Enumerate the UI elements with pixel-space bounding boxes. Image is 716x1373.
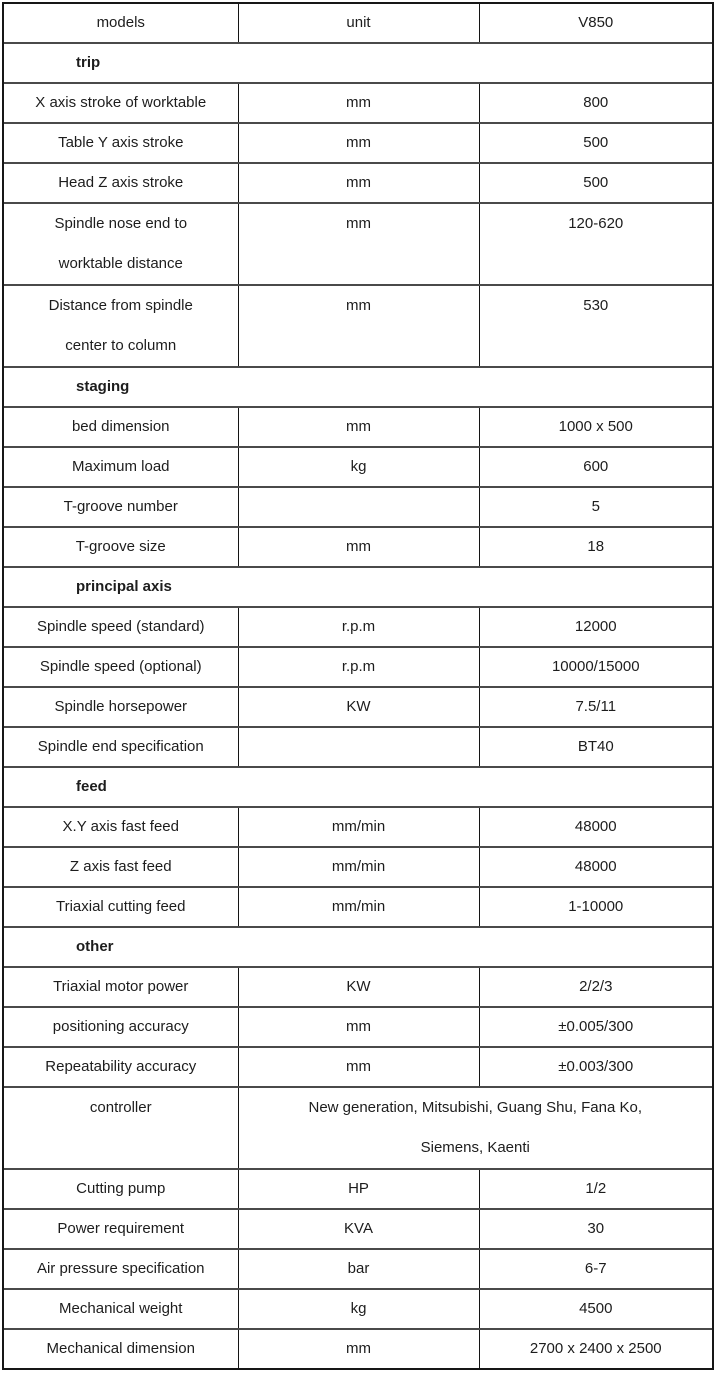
spec-unit-cell: mm	[238, 1007, 479, 1047]
spec-value-line: Siemens, Kaenti	[420, 1139, 530, 1156]
spec-label-cell: X.Y axis fast feed	[4, 807, 238, 847]
spec-unit-cell: mm	[238, 203, 479, 285]
spec-label-cell: Spindle speed (optional)	[4, 647, 238, 687]
section-row	[4, 43, 712, 83]
spec-value-cell: 2/2/3	[479, 967, 712, 1007]
spec-label-line: Distance from spindle	[48, 297, 193, 314]
spec-value-cell: 800	[479, 83, 712, 123]
section-label-cell: staging	[4, 367, 712, 407]
spec-value-cell: 7.5/11	[479, 687, 712, 727]
spec-value-cell: 1-10000	[479, 887, 712, 927]
spec-row	[4, 487, 712, 527]
spec-label-cell: T-groove size	[4, 527, 238, 567]
spec-unit-cell: mm	[238, 123, 479, 163]
spec-unit-cell: kg	[238, 1289, 479, 1329]
spec-value-cell	[238, 1087, 712, 1169]
spec-row	[4, 203, 712, 285]
spec-label-line: Spindle nose end to	[54, 215, 188, 232]
spec-value-cell: 530	[479, 285, 712, 367]
spec-unit-cell: KVA	[238, 1209, 479, 1249]
spec-label-cell: T-groove number	[4, 487, 238, 527]
spec-table-body	[4, 4, 712, 1368]
spec-row	[4, 285, 712, 367]
spec-unit-cell: mm/min	[238, 887, 479, 927]
spec-label-cell: controller	[4, 1087, 238, 1169]
spec-label-cell: bed dimension	[4, 407, 238, 447]
spec-value-cell: 18	[479, 527, 712, 567]
spec-value-cell: BT40	[479, 727, 712, 767]
spec-row	[4, 687, 712, 727]
spec-row	[4, 527, 712, 567]
spec-label-cell: Z axis fast feed	[4, 847, 238, 887]
spec-label-cell: Spindle horsepower	[4, 687, 238, 727]
spec-sheet	[2, 2, 714, 1370]
spec-unit-cell: mm	[238, 1047, 479, 1087]
spec-label-cell: positioning accuracy	[4, 1007, 238, 1047]
spec-label-cell	[4, 203, 238, 285]
spec-unit-cell: KW	[238, 687, 479, 727]
spec-unit-cell: mm	[238, 407, 479, 447]
spec-row	[4, 727, 712, 767]
section-label-cell: feed	[4, 767, 712, 807]
spec-unit-cell: r.p.m	[238, 607, 479, 647]
spec-value-cell: 500	[479, 123, 712, 163]
spec-value-cell: 1/2	[479, 1169, 712, 1209]
spec-unit-cell	[238, 727, 479, 767]
spec-label-cell: Air pressure specification	[4, 1249, 238, 1289]
header-row	[4, 4, 712, 43]
spec-value-cell: 30	[479, 1209, 712, 1249]
spec-value-cell: 12000	[479, 607, 712, 647]
spec-value-line: New generation, Mitsubishi, Guang Shu, Fana Ko,	[308, 1099, 643, 1116]
spec-label-cell: Maximum load	[4, 447, 238, 487]
spec-value-cell: 5	[479, 487, 712, 527]
spec-value-cell: 600	[479, 447, 712, 487]
spec-label-cell: Spindle end specification	[4, 727, 238, 767]
spec-unit-cell	[238, 487, 479, 527]
spec-label-cell: Triaxial motor power	[4, 967, 238, 1007]
spec-row	[4, 1047, 712, 1087]
section-label-cell: principal axis	[4, 567, 712, 607]
header-cell: models	[4, 4, 238, 43]
spec-row	[4, 887, 712, 927]
spec-unit-cell: mm	[238, 527, 479, 567]
spec-unit-cell: mm	[238, 285, 479, 367]
spec-row	[4, 447, 712, 487]
spec-value-cell: 10000/15000	[479, 647, 712, 687]
spec-label-cell: Triaxial cutting feed	[4, 887, 238, 927]
spec-label-cell: X axis stroke of worktable	[4, 83, 238, 123]
spec-value-cell: 500	[479, 163, 712, 203]
spec-unit-cell: KW	[238, 967, 479, 1007]
section-label-cell: trip	[4, 43, 712, 83]
spec-label-cell: Mechanical weight	[4, 1289, 238, 1329]
spec-label-line: center to column	[65, 337, 177, 354]
spec-row	[4, 1007, 712, 1047]
spec-row	[4, 1169, 712, 1209]
spec-unit-cell: bar	[238, 1249, 479, 1289]
spec-label-line: worktable distance	[58, 255, 183, 272]
spec-label-cell	[4, 285, 238, 367]
spec-unit-cell: mm	[238, 163, 479, 203]
spec-value-cell: 4500	[479, 1289, 712, 1329]
spec-row	[4, 163, 712, 203]
spec-value-cell: 48000	[479, 847, 712, 887]
spec-row	[4, 1289, 712, 1329]
spec-label-cell: Cutting pump	[4, 1169, 238, 1209]
spec-unit-cell: r.p.m	[238, 647, 479, 687]
section-row	[4, 927, 712, 967]
spec-row	[4, 647, 712, 687]
spec-value-cell: 120-620	[479, 203, 712, 285]
spec-label-cell: Head Z axis stroke	[4, 163, 238, 203]
spec-table	[4, 4, 712, 1368]
spec-value-cell: 6-7	[479, 1249, 712, 1289]
merged-row	[4, 1087, 712, 1169]
spec-unit-cell: mm/min	[238, 807, 479, 847]
header-cell: V850	[479, 4, 712, 43]
spec-value-cell: ±0.005/300	[479, 1007, 712, 1047]
spec-row	[4, 847, 712, 887]
spec-row	[4, 407, 712, 447]
spec-unit-cell: mm/min	[238, 847, 479, 887]
spec-value-cell: ±0.003/300	[479, 1047, 712, 1087]
spec-value-cell: 48000	[479, 807, 712, 847]
spec-unit-cell: mm	[238, 1329, 479, 1368]
spec-label-cell: Repeatability accuracy	[4, 1047, 238, 1087]
section-row	[4, 767, 712, 807]
spec-label-cell: Table Y axis stroke	[4, 123, 238, 163]
spec-label-cell: Spindle speed (standard)	[4, 607, 238, 647]
spec-label-cell: Mechanical dimension	[4, 1329, 238, 1368]
spec-row	[4, 83, 712, 123]
spec-row	[4, 1329, 712, 1368]
section-row	[4, 567, 712, 607]
spec-value-cell: 2700 x 2400 x 2500	[479, 1329, 712, 1368]
spec-value-cell: 1000 x 500	[479, 407, 712, 447]
spec-row	[4, 1209, 712, 1249]
spec-row	[4, 123, 712, 163]
spec-unit-cell: mm	[238, 83, 479, 123]
spec-unit-cell: HP	[238, 1169, 479, 1209]
spec-row	[4, 967, 712, 1007]
spec-unit-cell: kg	[238, 447, 479, 487]
spec-row	[4, 807, 712, 847]
spec-label-cell: Power requirement	[4, 1209, 238, 1249]
section-row	[4, 367, 712, 407]
spec-row	[4, 607, 712, 647]
section-label-cell: other	[4, 927, 712, 967]
header-cell: unit	[238, 4, 479, 43]
spec-row	[4, 1249, 712, 1289]
